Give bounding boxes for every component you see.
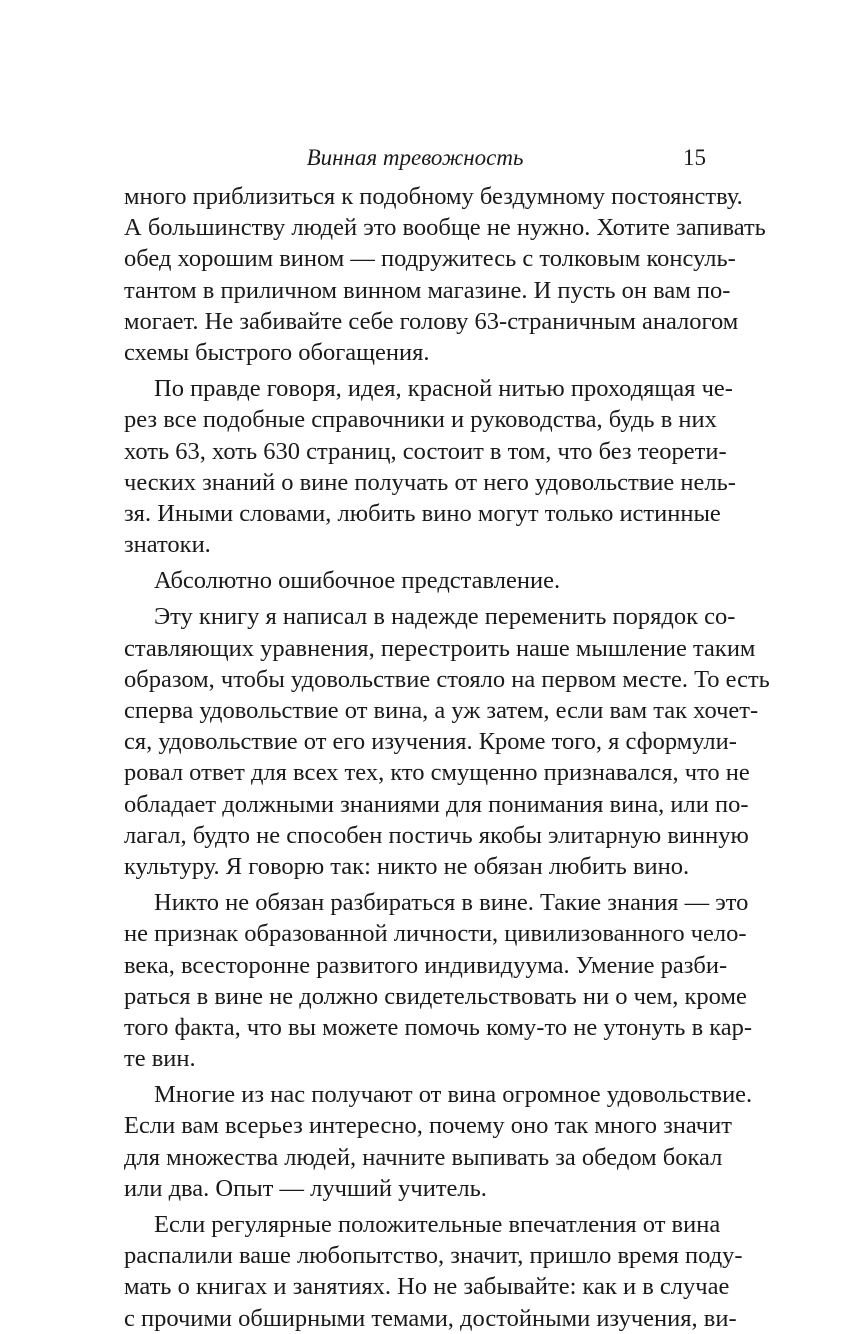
text-line: много приблизиться к подобному бездумному постоянству. (124, 183, 743, 210)
page-number: 15 (683, 145, 706, 170)
text-line: могает. Не забивайте себе голову 63-страничным аналогом (124, 307, 739, 335)
text-line: сперва удовольствие от вина, а уж затем, если вам так хочет- (124, 697, 759, 724)
text-line: ческих знаний о вине получать от него удовольствие нель- (124, 468, 736, 496)
text-line: зя. Иными словами, любить вино могут только истинные (124, 499, 721, 527)
text-line: Эту книгу я написал в надежде переменить порядок со- (154, 603, 736, 631)
text-line: схемы быстрого обогащения. (124, 338, 430, 366)
text-line: Если регулярные положительные впечатления от вина (154, 1211, 721, 1238)
text-line: ся, удовольствие от его изучения. Кроме того, я сформули- (124, 728, 737, 756)
text-line: культуру. Я говорю так: никто не обязан любить вино. (124, 852, 690, 880)
text-line: образом, чтобы удовольствие стояло на первом месте. То есть (124, 665, 770, 693)
text-line: А большинству людей это вообще не нужно. Хотите запивать (124, 214, 766, 242)
text-line: Многие из нас получают от вина огромное удовольствие. (154, 1081, 753, 1109)
text-line: века, всесторонне развитого индивидуума. Умение разби- (124, 951, 728, 979)
text-line: тантом в приличном винном магазине. И пусть он вам по- (124, 276, 731, 304)
text-line: По правде говоря, идея, красной нитью проходящая че- (154, 375, 733, 403)
running-head (124, 143, 706, 173)
text-line: обед хорошим вином — подружитесь с толковым консуль- (124, 245, 736, 273)
text-line: ровал ответ для всех тех, кто смущенно признавался, что не (124, 759, 750, 787)
text-line: Если вам всерьез интересно, почему оно так много значит (124, 1112, 732, 1140)
text-line: обладает должными знаниями для понимания вина, или по- (124, 790, 749, 818)
running-title: Винная тревожность (306, 145, 524, 170)
text-line: Абсолютно ошибочное представление. (154, 567, 561, 595)
text-line: мать о книгах и занятиях. Но не забывайте: как и в случае (124, 1273, 730, 1301)
text-line: хоть 63, хоть 630 страниц, состоит в том, что без теорети- (124, 437, 727, 465)
text-line: те вин. (124, 1045, 196, 1073)
text-line: распалили ваше любопытство, значит, пришло время поду- (124, 1242, 743, 1270)
text-line: или два. Опыт — лучший учитель. (124, 1174, 487, 1202)
text-line: с прочими обширными темами, достойными изучения, ви- (124, 1304, 737, 1332)
text-line: знатоки. (124, 531, 211, 559)
text-line: ставляющих уравнения, перестроить наше мышление таким (124, 634, 756, 662)
text-line: раться в вине не должно свидетельствовать ни о чем, кроме (124, 982, 747, 1010)
text-line: Никто не обязан разбираться в вине. Такие знания — это (154, 889, 749, 917)
text-line: не признак образованной личности, цивилизованного чело- (124, 920, 747, 948)
text-line: для множества людей, начните выпивать за обедом бокал (124, 1143, 723, 1171)
text-line: того факта, что вы можете помочь кому-то не утонуть в кар- (124, 1013, 753, 1041)
body-text (124, 181, 770, 1334)
text-line: лагал, будто не способен постичь якобы элитарную винную (124, 821, 749, 849)
text-line: рез все подобные справочники и руководства, будь в них (124, 406, 717, 434)
